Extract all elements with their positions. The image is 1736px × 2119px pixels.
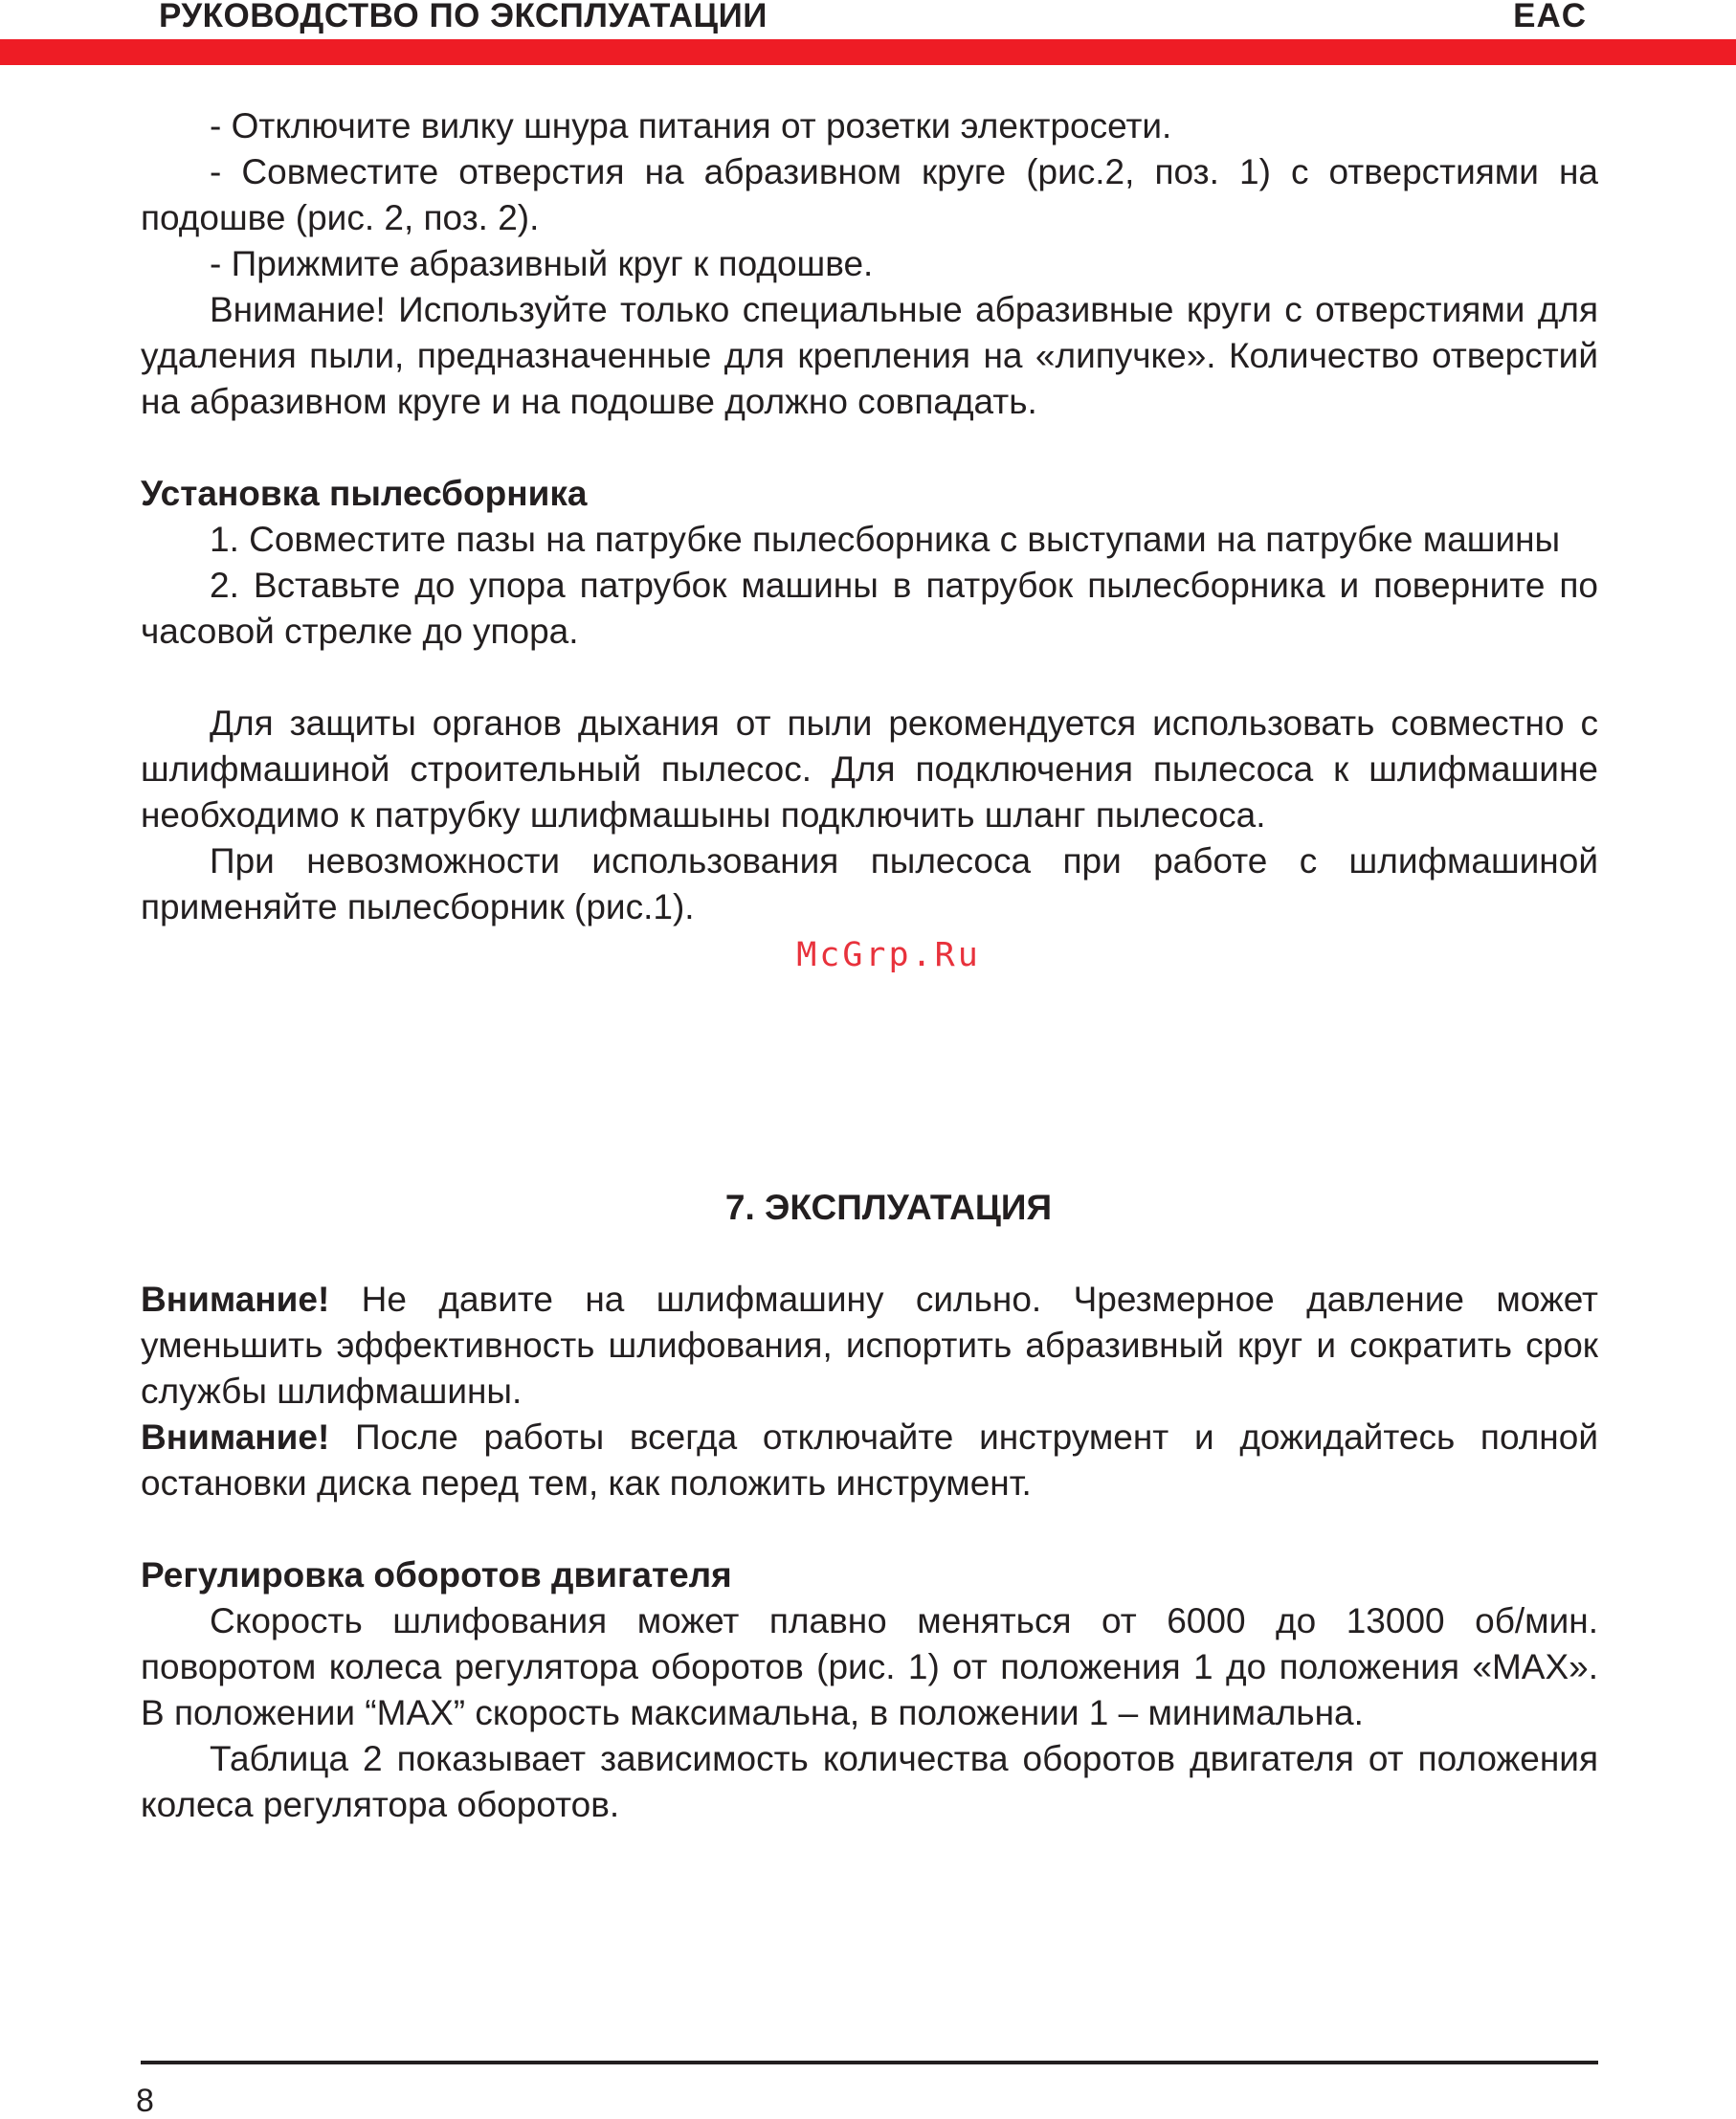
speed-paragraph-2: Таблица 2 показывает зависимость количества оборотов двигателя от положения колеса регулятора оборотов. [141,1739,1598,1824]
step-press-disc: - Прижмите абразивный круг к подошве. [210,244,874,283]
speed-heading: Регулировка оборотов двигателя [141,1555,732,1595]
eac-mark: EAC [1513,0,1587,34]
warning-stop [141,1415,1598,1506]
watermark-text: McGrp.Ru [796,936,981,974]
speed-paragraph-1: Скорость шлифования может плавно меняться от 6000 до 13000 об/мин. поворотом колеса регулятора оборотов (рис. 1) от положения 1 до положения «MAX». В положении “MAX” скорость максимальна, в положении 1 – минимальна. [141,1601,1598,1732]
section-title: 7. ЭКСПЛУАТАЦИЯ [724,1188,1053,1227]
no-vacuum-paragraph: При невозможности использования пылесоса при работе с шлифмашиной применяйте пылесборник (рис.1). [141,841,1598,926]
page-number: 8 [136,2083,154,2119]
warning-label: Внимание! [141,1417,330,1457]
vacuum-paragraph: Для защиты органов дыхания от пыли рекомендуется использовать совместно с шлифмашиной строительный пылесос. Для подключения пылесоса к шлифмашине необходимо к патрубку шлифмашыны подключить шланг пылесоса. [141,703,1598,835]
spacer [141,978,1598,1185]
step-align-holes: - Совместите отверстия на абразивном круге (рис.2, поз. 1) с отверстиями на подошве (рис. 2, поз. 2). [141,152,1598,237]
warning-label: Внимание! [141,1280,330,1319]
spacer [141,1506,1598,1552]
warning-pressure [141,1277,1598,1415]
warning-stop-text: После работы всегда отключайте инструмент и дожидайтесь полной остановки диска перед тем, как положить инструмент. [141,1417,1598,1503]
header-accent-bar [0,39,1736,65]
dust-step-1: 1. Совместите пазы на патрубке пылесборника с выступами на патрубке машины [210,520,1561,559]
dust-collector-heading: Установка пылесборника [141,474,588,513]
footer-rule [141,2061,1598,2064]
page-content [141,103,1598,1828]
header-title: РУКОВОДСТВО ПО ЭКСПЛУАТАЦИИ [159,0,768,34]
step-unplug: - Отключите вилку шнура питания от розетки электросети. [210,106,1172,145]
warning-pressure-text: Не давите на шлифмашину сильно. Чрезмерное давление может уменьшить эффективность шлифования, испортить абразивный круг и сократить срок службы шлифмашины. [141,1280,1598,1411]
spacer [141,1231,1598,1277]
page-header [0,0,1736,65]
spacer [141,425,1598,471]
spacer [141,655,1598,701]
disc-warning: Внимание! Используйте только специальные абразивные круги с отверстиями для удаления пыли, предназначенные для крепления на «липучке». Количество отверстий на абразивном круге и на подошве должно совпадать. [141,290,1598,421]
dust-step-2: 2. Вставьте до упора патрубок машины в патрубок пылесборника и поверните по часовой стрелке до упора. [141,566,1598,651]
